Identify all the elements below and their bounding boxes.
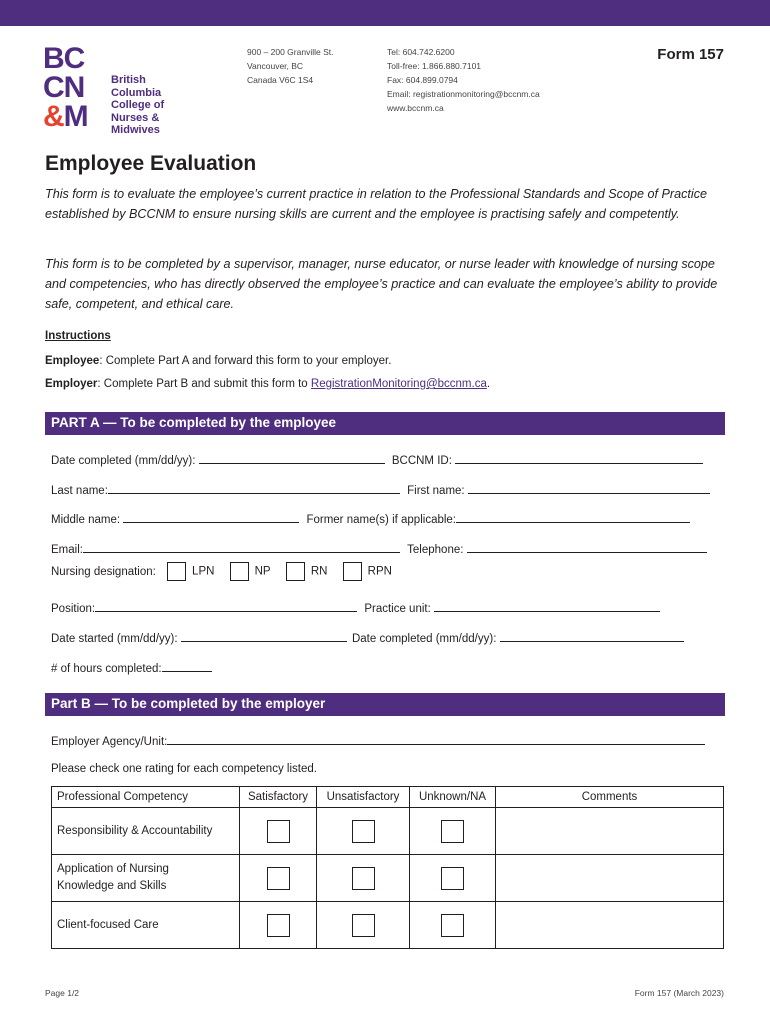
logo-letters: BC CN &M [43, 42, 88, 133]
designation-rn-checkbox[interactable] [286, 562, 305, 581]
middle-name-field[interactable] [123, 511, 299, 523]
designation-lpn-checkbox[interactable] [167, 562, 186, 581]
table-row [52, 808, 724, 855]
table-row [52, 855, 724, 902]
email-row: Email: Telephone: [51, 541, 707, 556]
hours-field[interactable] [162, 660, 212, 672]
middle-name-row: Middle name: Former name(s) if applicable: [51, 511, 690, 526]
satisfactory-checkbox[interactable] [267, 820, 290, 843]
column-header: Satisfactory [240, 787, 317, 808]
competency-label: Client-focused Care [52, 902, 240, 949]
position-row: Position: Practice unit: [51, 600, 660, 615]
name-row: Last name: First name: [51, 482, 710, 497]
intro-paragraph-2: This form is to be completed by a supervisor, manager, nurse educator, or nurse leader with knowledge of nursing scope and competencies, who has directly observed the employee’s practice and can evaluate the employee’s ability to provide safe, competent, and ethical care. [45, 257, 718, 311]
email-field[interactable] [83, 541, 400, 553]
intro-paragraph-1: This form is to evaluate the employee’s current practice in relation to the Professional Standards and Scope of Practice established by BCCNM to ensure nursing skills are current and the employee is practising safely and competently. [45, 187, 707, 221]
practice-unit-field[interactable] [434, 600, 660, 612]
first-name-field[interactable] [468, 482, 710, 494]
date-completed-row: Date completed (mm/dd/yy): BCCNM ID: [51, 452, 703, 467]
registration-email-link[interactable]: RegistrationMonitoring@bccnm.ca [310, 378, 487, 390]
date-completed-field[interactable] [199, 452, 385, 464]
designation-np-checkbox[interactable] [230, 562, 249, 581]
last-name-field[interactable] [108, 482, 400, 494]
top-color-bar [0, 0, 770, 26]
part-a-header: PART A — To be completed by the employee [45, 412, 725, 435]
position-field[interactable] [95, 600, 357, 612]
unknown-na-checkbox[interactable] [441, 867, 464, 890]
instructions-heading: Instructions [45, 330, 111, 342]
unknown-na-checkbox[interactable] [441, 914, 464, 937]
competency-label: Responsibility & Accountability [52, 808, 240, 855]
competency-label: Application of Nursing Knowledge and Skills [52, 855, 240, 902]
competency-table [51, 786, 724, 949]
table-header-row [52, 787, 724, 808]
instructions-employer: Employer: Complete Part B and submit this form to RegistrationMonitoring@bccnm.ca. [45, 378, 491, 390]
column-header: Unknown/NA [410, 787, 496, 808]
dates-row: Date started (mm/dd/yy): Date completed (mm/dd/yy): [51, 630, 684, 645]
unsatisfactory-checkbox[interactable] [352, 914, 375, 937]
column-header: Comments [496, 787, 724, 808]
column-header: Professional Competency [52, 787, 240, 808]
date-completed-2-field[interactable] [500, 630, 684, 642]
bccnm-id-field[interactable] [455, 452, 703, 464]
rating-note: Please check one rating for each competency listed. [51, 763, 317, 775]
table-row [52, 902, 724, 949]
comments-cell[interactable] [496, 902, 724, 949]
nursing-designation-row: Nursing designation: LPN NP RN RPN [51, 562, 404, 581]
satisfactory-checkbox[interactable] [267, 914, 290, 937]
date-started-field[interactable] [181, 630, 347, 642]
satisfactory-checkbox[interactable] [267, 867, 290, 890]
former-names-field[interactable] [456, 511, 690, 523]
mailing-address: 900 – 200 Granville St. Vancouver, BC Canada V6C 1S4 [247, 47, 334, 85]
column-header: Unsatisfactory [317, 787, 410, 808]
unsatisfactory-checkbox[interactable] [352, 867, 375, 890]
form-date: Form 157 (March 2023) [634, 988, 724, 998]
logo-college-name: British Columbia College of Nurses & Midwives [111, 74, 165, 136]
page-title: Employee Evaluation [45, 152, 257, 175]
employer-agency-field[interactable] [167, 733, 705, 745]
contact-info: Tel: 604.742.6200 Toll-free: 1.866.880.7101 Fax: 604.899.0794 Email: registrationmonitoring@bccnm.ca www.bccnm.ca [387, 47, 540, 113]
hours-row: # of hours completed: [51, 660, 212, 675]
telephone-field[interactable] [467, 541, 707, 553]
instructions-employee: Employee: Complete Part A and forward this form to your employer. [45, 355, 392, 367]
form-number: Form 157 [657, 46, 724, 63]
unsatisfactory-checkbox[interactable] [352, 820, 375, 843]
bccnm-logo [43, 44, 173, 136]
designation-rpn-checkbox[interactable] [343, 562, 362, 581]
employer-agency-row: Employer Agency/Unit: [51, 733, 705, 748]
comments-cell[interactable] [496, 808, 724, 855]
unknown-na-checkbox[interactable] [441, 820, 464, 843]
page-number: Page 1/2 [45, 988, 80, 998]
comments-cell[interactable] [496, 855, 724, 902]
part-b-header: Part B — To be completed by the employer [45, 693, 725, 716]
